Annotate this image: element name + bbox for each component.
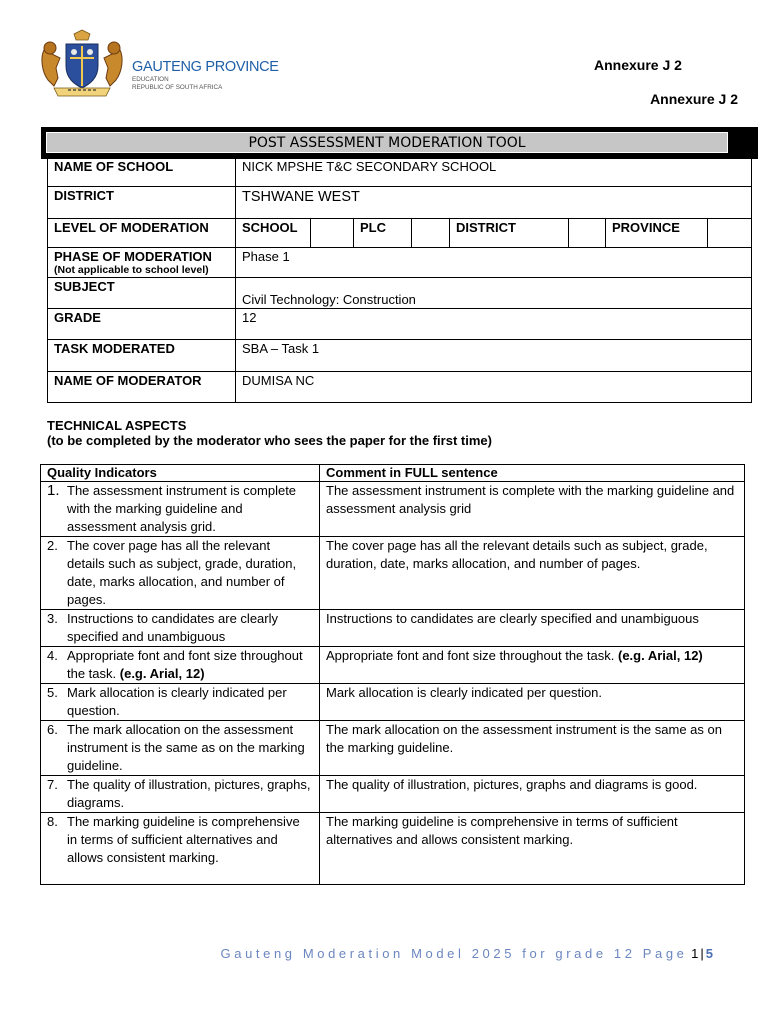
footer-page-number: 1: [691, 946, 699, 961]
comment-text-bold: (e.g. Arial, 12): [617, 648, 703, 663]
comment-cell[interactable]: The mark allocation on the assessment instrument is the same as on the marking guideline.: [320, 721, 745, 776]
department-subtitle-line1: EDUCATION: [132, 76, 169, 83]
comment-cell[interactable]: The marking guideline is comprehensive in terms of sufficient alternatives and allows consistent marking.: [320, 813, 745, 885]
indicator-cell: [41, 610, 320, 647]
table-row: [41, 684, 745, 721]
indicator-text-bold: (e.g. Arial, 12): [119, 666, 205, 681]
footer-separator: |: [700, 946, 704, 961]
school-value: NICK MPSHE T&C SECONDARY SCHOOL: [236, 158, 752, 187]
indicator-cell: [41, 684, 320, 721]
indicator-cell: [41, 776, 320, 813]
grade-row: [48, 309, 752, 340]
phase-row: [48, 248, 752, 278]
school-label: NAME OF SCHOOL: [48, 158, 236, 187]
indicator-text: Instructions to candidates are clearly specified and unambiguous: [67, 611, 278, 644]
level-district-check[interactable]: [569, 219, 606, 248]
phase-label-cell: [48, 248, 236, 278]
indicator-text: The marking guideline is comprehensive in terms of sufficient alternatives and allows consistent marking.: [67, 814, 300, 865]
department-name: GAUTENG PROVINCE: [132, 59, 279, 75]
indicator-number: 3.: [47, 611, 58, 626]
indicator-text-wrap: [67, 647, 311, 683]
task-label: TASK MODERATED: [48, 340, 236, 372]
comment-cell[interactable]: [320, 647, 745, 684]
department-subtitle-line2: REPUBLIC OF SOUTH AFRICA: [132, 83, 223, 91]
table-row: [41, 482, 745, 537]
phase-note: (Not applicable to school level): [54, 264, 209, 276]
technical-aspects-subtitle: (to be completed by the moderator who sees the paper for the first time): [47, 433, 492, 448]
moderator-label: NAME OF MODERATOR: [48, 372, 236, 403]
table-row: [41, 813, 745, 885]
col-header-indicator: Quality Indicators: [41, 465, 320, 482]
indicator-number: 2.: [47, 538, 58, 553]
indicator-cell: [41, 482, 320, 537]
district-value: TSHWANE WEST: [236, 187, 752, 219]
moderator-value: DUMISA NC: [236, 372, 752, 403]
table-row: [41, 537, 745, 610]
indicator-text: Appropriate font and font size throughout the task.: [67, 648, 303, 681]
indicator-number: 1.: [47, 482, 60, 499]
indicator-number: 8.: [47, 814, 58, 829]
indicator-text: The mark allocation on the assessment instrument is the same as on the marking guideline.: [67, 722, 305, 773]
col-header-comment: Comment in FULL sentence: [320, 465, 745, 482]
moderator-row: [48, 372, 752, 403]
comment-cell[interactable]: The quality of illustration, pictures, graphs and diagrams is good.: [320, 776, 745, 813]
department-subtitle: [132, 76, 222, 91]
grade-value: 12: [236, 309, 752, 340]
level-province-check[interactable]: [708, 219, 752, 248]
annexure-label-top: Annexure J 2: [594, 57, 682, 73]
indicator-number: 7.: [47, 777, 58, 792]
comment-text: Appropriate font and font size throughout the task.: [326, 648, 615, 663]
phase-value: Phase 1: [236, 248, 752, 278]
level-school-check[interactable]: [311, 219, 354, 248]
quality-indicators-table: [40, 464, 745, 885]
indicator-number: 6.: [47, 722, 58, 737]
footer-page-total: 5: [705, 946, 713, 961]
school-info-table: [47, 157, 752, 403]
task-row: [48, 340, 752, 372]
subject-value: Civil Technology: Construction: [236, 278, 752, 309]
indicator-text: The assessment instrument is complete with the marking guideline and assessment analysis grid.: [67, 483, 297, 534]
table-row: [41, 721, 745, 776]
indicator-cell: [41, 813, 320, 885]
form-title-bar: [41, 127, 758, 159]
table-row: [41, 776, 745, 813]
footer-text: Gauteng Moderation Model 2025 for grade 12 Page: [220, 946, 688, 961]
grade-label: GRADE: [48, 309, 236, 340]
form-title: POST ASSESSMENT MODERATION TOOL: [46, 132, 728, 153]
school-row: [48, 158, 752, 187]
indicator-cell: [41, 721, 320, 776]
quality-table-header: [41, 465, 745, 482]
district-label: DISTRICT: [48, 187, 236, 219]
table-row: [41, 610, 745, 647]
level-district: DISTRICT: [450, 219, 569, 248]
level-plc: PLC: [354, 219, 412, 248]
indicator-text: The cover page has all the relevant details such as subject, grade, duration, date, marks allocation, and number of pages.: [67, 538, 297, 607]
indicator-text: The quality of illustration, pictures, graphs, diagrams.: [67, 777, 311, 810]
subject-row: [48, 278, 752, 309]
comment-cell[interactable]: Mark allocation is clearly indicated per question.: [320, 684, 745, 721]
indicator-number: 5.: [47, 685, 58, 700]
comment-cell[interactable]: The cover page has all the relevant details such as subject, grade, duration, date, marks allocation, and number of pages.: [320, 537, 745, 610]
indicator-cell: [41, 537, 320, 610]
gauteng-logo: [36, 28, 279, 100]
indicator-cell: [41, 647, 320, 684]
comment-cell[interactable]: The assessment instrument is complete with the marking guideline and assessment analysis grid: [320, 482, 745, 537]
subject-label: SUBJECT: [48, 278, 236, 309]
task-value: SBA – Task 1: [236, 340, 752, 372]
technical-aspects-title: TECHNICAL ASPECTS: [47, 418, 187, 433]
annexure-label-second: Annexure J 2: [650, 91, 738, 107]
comment-cell[interactable]: Instructions to candidates are clearly specified and unambiguous: [320, 610, 745, 647]
coat-of-arms-icon: [36, 28, 128, 100]
district-row: [48, 187, 752, 219]
level-school: SCHOOL: [236, 219, 311, 248]
level-label: LEVEL OF MODERATION: [48, 219, 236, 248]
phase-label: PHASE OF MODERATION: [54, 249, 212, 264]
page-footer: [221, 946, 713, 961]
technical-aspects-heading: [47, 418, 492, 448]
level-province: PROVINCE: [606, 219, 708, 248]
level-plc-check[interactable]: [412, 219, 450, 248]
level-row: [48, 219, 752, 248]
indicator-text: Mark allocation is clearly indicated per question.: [67, 685, 287, 718]
table-row: [41, 647, 745, 684]
indicator-number: 4.: [47, 648, 58, 663]
